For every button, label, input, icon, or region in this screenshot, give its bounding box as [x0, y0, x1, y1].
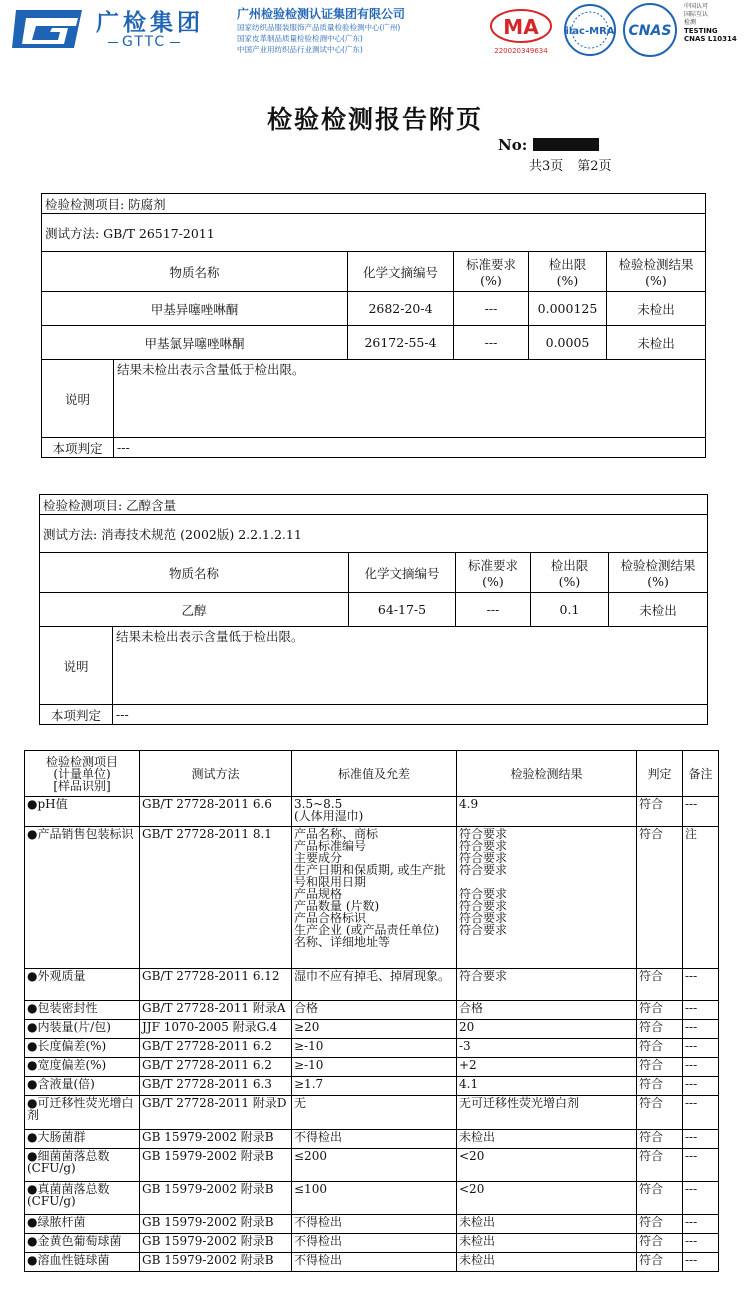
cell-method: GB/T 27728-2011 6.2 — [140, 1058, 292, 1077]
cell-remark: --- — [683, 1149, 719, 1182]
table-row — [25, 1039, 719, 1058]
table-row — [25, 969, 719, 1001]
ethanol-test-table — [39, 494, 708, 725]
brand-name-en: GTTC — [104, 34, 184, 50]
cell-result: 未检出 — [457, 1234, 637, 1253]
cell-limit: 0.0005 — [529, 326, 607, 360]
brand-name-cn: 广检集团 — [96, 10, 204, 36]
col-remark: 备注 — [683, 751, 719, 797]
col-cas-number: 化学文摘编号 — [349, 553, 456, 593]
table-row — [25, 1058, 719, 1077]
cell-result: +2 — [457, 1058, 637, 1077]
note-label: 说明 — [42, 360, 114, 438]
page-current: 第2页 — [577, 159, 612, 174]
table-row — [25, 1001, 719, 1020]
cnas-line-2: 国际互认 — [684, 11, 709, 18]
test-method: 测试方法: 消毒技术规范 (2002版) 2.2.1.2.11 — [40, 515, 708, 553]
cell-item: ●长度偏差(%) — [25, 1039, 140, 1058]
cell-method: GB 15979-2002 附录B — [140, 1234, 292, 1253]
cell-substance: 甲基氯异噻唑啉酮 — [42, 326, 348, 360]
cnas-mark-text: CNAS — [628, 23, 672, 39]
verdict-value: --- — [114, 438, 706, 458]
note-text: 结果未检出表示含量低于检出限。 — [114, 360, 706, 438]
cell-item: ●包装密封性 — [25, 1001, 140, 1020]
cell-remark: --- — [683, 1215, 719, 1234]
cell-remark: --- — [683, 1130, 719, 1149]
cell-item: ●可迁移性荧光增白剂 — [25, 1096, 140, 1130]
cell-judgement: 符合 — [637, 1215, 683, 1234]
cnas-icon — [620, 2, 680, 58]
cell-remark: --- — [683, 1077, 719, 1096]
cell-standard: ≥-10 — [292, 1058, 457, 1077]
cell-item: ●pH值 — [25, 797, 140, 827]
table-row — [25, 1234, 719, 1253]
cell-cas: 2682-20-4 — [348, 292, 454, 326]
cell-limit: 0.000125 — [529, 292, 607, 326]
cell-standard: 3.5~8.5 (人体用湿巾) — [292, 797, 457, 827]
cell-remark: --- — [683, 1001, 719, 1020]
cell-remark: --- — [683, 1096, 719, 1130]
cell-standard: ≥-10 — [292, 1039, 457, 1058]
col-test-item: 检验检测项目 (计量单位) [样品识别] — [25, 751, 140, 797]
cell-result: 未检出 — [607, 292, 706, 326]
cell-result: 4.9 — [457, 797, 637, 827]
cell-remark: --- — [683, 1253, 719, 1272]
report-header — [0, 0, 750, 66]
cell-standard: --- — [454, 326, 529, 360]
report-number-redacted — [533, 138, 599, 151]
table-row — [25, 1215, 719, 1234]
report-number — [498, 136, 599, 154]
cell-judgement: 符合 — [637, 1149, 683, 1182]
cell-standard: ≤200 — [292, 1149, 457, 1182]
cell-method: GB 15979-2002 附录B — [140, 1130, 292, 1149]
company-line-1: 国家纺织品服装服饰产品质量检验检测中心(广州) — [237, 23, 401, 32]
cnas-line-5: CNAS L10314 — [684, 35, 737, 43]
cell-result: 未检出 — [457, 1215, 637, 1234]
cell-item: ●宽度偏差(%) — [25, 1058, 140, 1077]
cell-cas: 64-17-5 — [349, 593, 456, 627]
cell-substance: 甲基异噻唑啉酮 — [42, 292, 348, 326]
page-total: 共3页 — [529, 159, 564, 174]
cell-method: GB 15979-2002 附录B — [140, 1149, 292, 1182]
col-result: 检验检测结果 (%) — [607, 252, 706, 292]
cell-item: ●金黄色葡萄球菌 — [25, 1234, 140, 1253]
cell-standard: ≤100 — [292, 1182, 457, 1215]
cell-substance: 乙醇 — [40, 593, 349, 627]
cell-judgement: 符合 — [637, 1130, 683, 1149]
cma-certification-icon — [488, 6, 554, 56]
cell-method: GB/T 27728-2011 6.6 — [140, 797, 292, 827]
verdict-label: 本项判定 — [40, 705, 113, 725]
verdict-value: --- — [113, 705, 708, 725]
cell-method: GB 15979-2002 附录B — [140, 1215, 292, 1234]
cell-item: ●溶血性链球菌 — [25, 1253, 140, 1272]
gttc-logo-icon — [12, 6, 90, 52]
col-cas-number: 化学文摘编号 — [348, 252, 454, 292]
test-item: 检验检测项目: 防腐剂 — [42, 194, 706, 214]
verdict-label: 本项判定 — [42, 438, 114, 458]
cell-remark: --- — [683, 1182, 719, 1215]
col-result: 检验检测结果 — [457, 751, 637, 797]
cnas-line-4: TESTING — [684, 27, 718, 35]
cell-item: ●含液量(倍) — [25, 1077, 140, 1096]
table-row — [25, 1253, 719, 1272]
cell-judgement: 符合 — [637, 1182, 683, 1215]
cell-judgement: 符合 — [637, 1058, 683, 1077]
cell-remark: --- — [683, 969, 719, 1001]
cell-result: 符合要求 — [457, 969, 637, 1001]
cell-result: <20 — [457, 1182, 637, 1215]
cnas-line-1: 中国认可 — [684, 3, 709, 10]
cell-method: GB/T 27728-2011 6.2 — [140, 1039, 292, 1058]
cma-mark-text: MA — [503, 15, 539, 39]
cell-judgement: 符合 — [637, 969, 683, 1001]
preservative-test-table — [41, 193, 706, 458]
cell-standard: ≥1.7 — [292, 1077, 457, 1096]
cell-item: ●绿脓杆菌 — [25, 1215, 140, 1234]
cell-method: GB/T 27728-2011 6.3 — [140, 1077, 292, 1096]
cell-cas: 26172-55-4 — [348, 326, 454, 360]
table-row — [25, 1096, 719, 1130]
cell-standard: 湿巾不应有掉毛、掉屑现象。 — [292, 969, 457, 1001]
cell-standard: 无 — [292, 1096, 457, 1130]
cell-result: 4.1 — [457, 1077, 637, 1096]
report-number-label: No: — [498, 136, 528, 154]
table-row — [40, 593, 708, 627]
table-row — [42, 326, 706, 360]
cell-method: GB 15979-2002 附录B — [140, 1182, 292, 1215]
cnas-line-3: 检测 — [684, 19, 697, 26]
cell-result: 未检出 — [457, 1130, 637, 1149]
col-detection-limit: 检出限 (%) — [529, 252, 607, 292]
col-judgement: 判定 — [637, 751, 683, 797]
cell-result: -3 — [457, 1039, 637, 1058]
ilac-mra-icon — [562, 2, 618, 58]
table-row — [25, 797, 719, 827]
ilac-mark-text: ilac-MRA — [565, 26, 615, 37]
cell-standard: 不得检出 — [292, 1215, 457, 1234]
test-item: 检验检测项目: 乙醇含量 — [40, 495, 708, 515]
cell-judgement: 符合 — [637, 827, 683, 969]
cell-result: 合格 — [457, 1001, 637, 1020]
table-row — [25, 1149, 719, 1182]
cell-judgement: 符合 — [637, 1077, 683, 1096]
cell-item: ●细菌菌落总数 (CFU/g) — [25, 1149, 140, 1182]
cell-judgement: 符合 — [637, 1039, 683, 1058]
cell-result: <20 — [457, 1149, 637, 1182]
cell-judgement: 符合 — [637, 1096, 683, 1130]
note-label: 说明 — [40, 627, 113, 705]
table-row — [25, 1182, 719, 1215]
cell-item: ●大肠菌群 — [25, 1130, 140, 1149]
cell-result: 未检出 — [457, 1253, 637, 1272]
cell-remark: --- — [683, 1234, 719, 1253]
col-substance: 物质名称 — [42, 252, 348, 292]
cell-judgement: 符合 — [637, 1020, 683, 1039]
table-row — [25, 827, 719, 969]
cell-method: GB/T 27728-2011 8.1 — [140, 827, 292, 969]
cell-standard: 产品名称、商标 产品标准编号 主要成分 生产日期和保质期, 或生产批号和限用日期 产品规格 产品数量 (片数) 产品合格标识 生产企业 (或产品责任单位) 名称、详细地址等 — [292, 827, 457, 969]
page-count — [529, 155, 626, 174]
cell-judgement: 符合 — [637, 1234, 683, 1253]
cma-code-text: 220020349634 — [494, 47, 548, 55]
cell-judgement: 符合 — [637, 1001, 683, 1020]
cell-standard: 合格 — [292, 1001, 457, 1020]
cell-standard: 不得检出 — [292, 1130, 457, 1149]
cell-standard: 不得检出 — [292, 1234, 457, 1253]
cell-remark: 注 — [683, 827, 719, 969]
table-row — [42, 292, 706, 326]
note-text: 结果未检出表示含量低于检出限。 — [113, 627, 708, 705]
cell-result: 符合要求 符合要求 符合要求 符合要求 符合要求 符合要求 符合要求 符合要求 — [457, 827, 637, 969]
col-test-method: 测试方法 — [140, 751, 292, 797]
cell-method: GB/T 27728-2011 附录A — [140, 1001, 292, 1020]
cell-method: JJF 1070-2005 附录G.4 — [140, 1020, 292, 1039]
cell-standard: --- — [456, 593, 531, 627]
cell-item: ●产品销售包装标识 — [25, 827, 140, 969]
cell-result: 20 — [457, 1020, 637, 1039]
cell-limit: 0.1 — [531, 593, 609, 627]
page-title: 检验检测报告附页 — [266, 105, 483, 134]
cell-result: 无可迁移性荧光增白剂 — [457, 1096, 637, 1130]
cell-item: ●外观质量 — [25, 969, 140, 1001]
cell-remark: --- — [683, 1020, 719, 1039]
cell-remark: --- — [683, 1058, 719, 1077]
col-result: 检验检测结果 (%) — [609, 553, 708, 593]
cell-method: GB/T 27728-2011 6.12 — [140, 969, 292, 1001]
cell-judgement: 符合 — [637, 1253, 683, 1272]
cell-standard: ≥20 — [292, 1020, 457, 1039]
table-row — [25, 1020, 719, 1039]
company-name: 广州检验检测认证集团有限公司 — [237, 7, 406, 21]
cell-method: GB/T 27728-2011 附录D — [140, 1096, 292, 1130]
cell-remark: --- — [683, 797, 719, 827]
cell-result: 未检出 — [609, 593, 708, 627]
cell-method: GB 15979-2002 附录B — [140, 1253, 292, 1272]
table-row — [25, 1077, 719, 1096]
cell-result: 未检出 — [607, 326, 706, 360]
col-standard-req: 标准要求 (%) — [456, 553, 531, 593]
cell-judgement: 符合 — [637, 797, 683, 827]
test-method: 测试方法: GB/T 26517-2011 — [42, 214, 706, 252]
cell-remark: --- — [683, 1039, 719, 1058]
company-line-3: 中国产业用纺织品行业测试中心(广东) — [237, 45, 363, 54]
col-standard: 标准值及允差 — [292, 751, 457, 797]
company-line-2: 国家皮革制品质量检验检测中心(广东) — [237, 34, 363, 43]
table-row — [25, 1130, 719, 1149]
cell-item: ●内装量(片/包) — [25, 1020, 140, 1039]
quality-test-table — [24, 750, 719, 1272]
cell-standard: 不得检出 — [292, 1253, 457, 1272]
cell-standard: --- — [454, 292, 529, 326]
col-substance: 物质名称 — [40, 553, 349, 593]
cnas-caption — [684, 3, 737, 43]
cell-item: ●真菌菌落总数 (CFU/g) — [25, 1182, 140, 1215]
col-standard-req: 标准要求 (%) — [454, 252, 529, 292]
col-detection-limit: 检出限 (%) — [531, 553, 609, 593]
